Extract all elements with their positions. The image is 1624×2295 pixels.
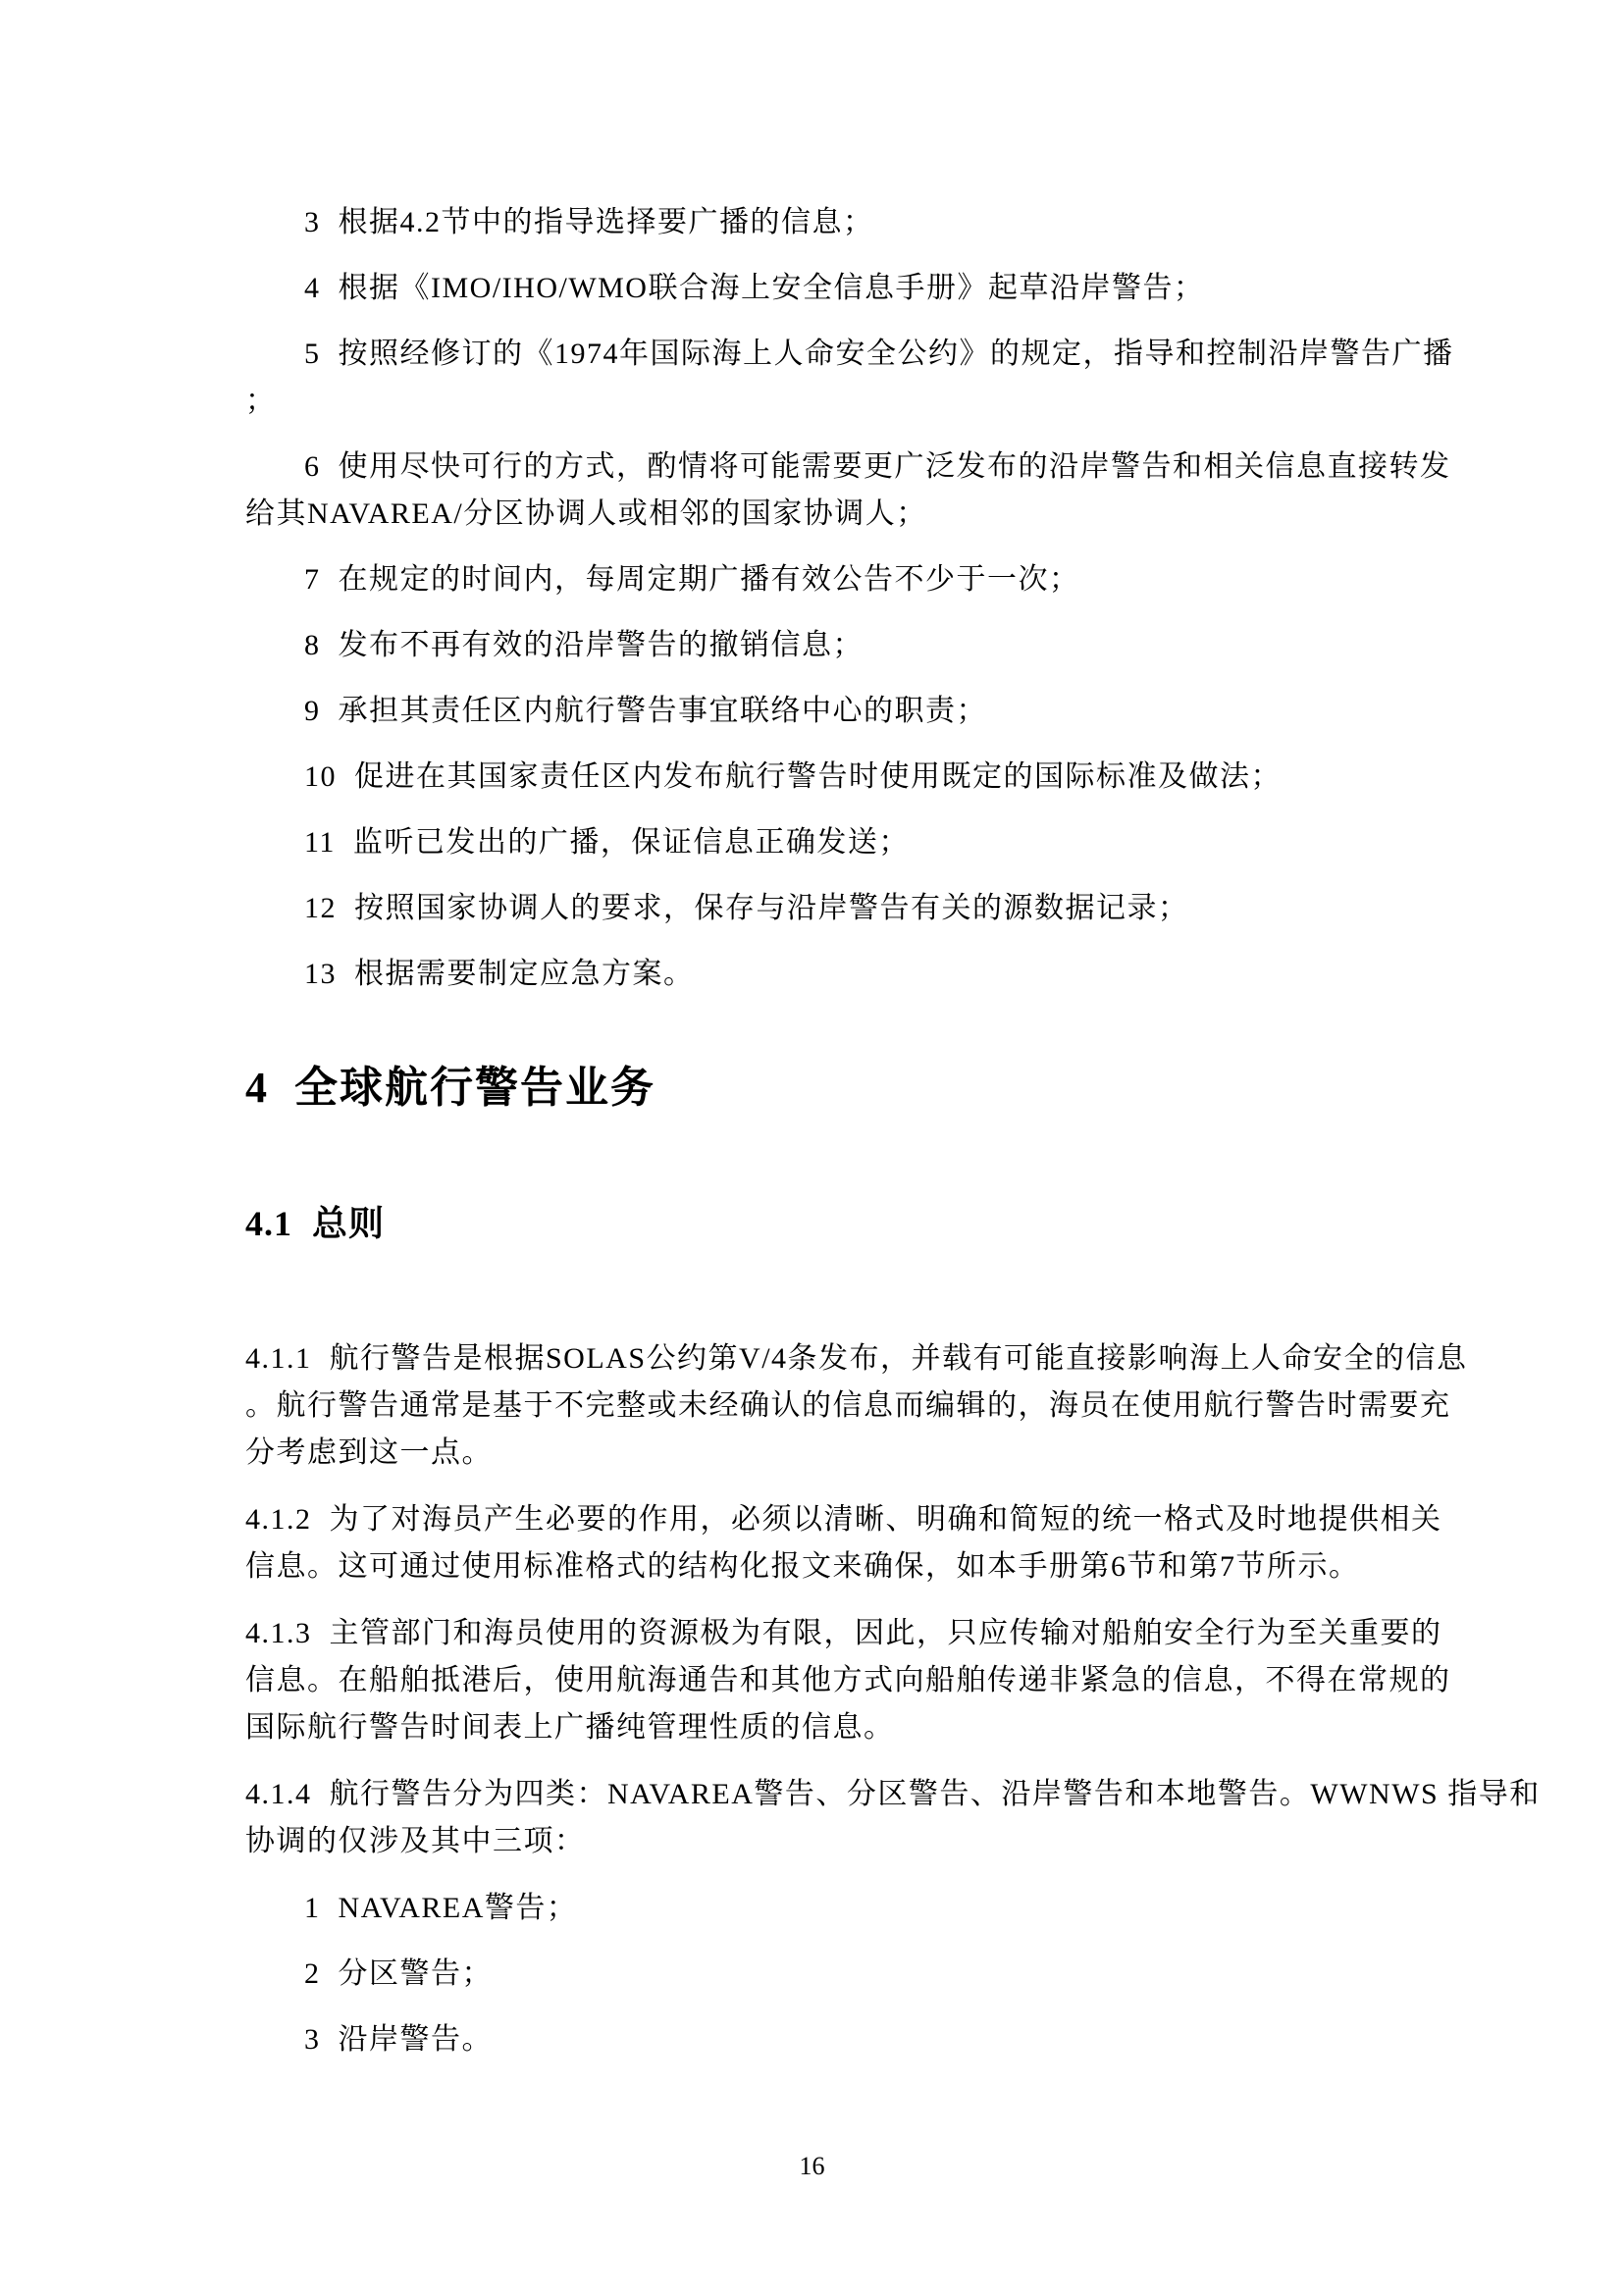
list-item-6-line-1: 6 使用尽快可行的方式，酌情将可能需要更广泛发布的沿岸警告和相关信息直接转发 bbox=[304, 450, 1451, 483]
paragraph-4-1-3 bbox=[245, 1610, 1451, 1751]
list-item-3-line-1: 3 根据4.2节中的指导选择要广播的信息； bbox=[304, 206, 874, 238]
sub-item-2 bbox=[245, 1951, 1384, 1998]
list-item-7 bbox=[245, 556, 1384, 603]
paragraph-4-1-2 bbox=[245, 1496, 1442, 1591]
page-number: 16 bbox=[799, 2152, 825, 2180]
paragraph-4-1-1-line-2: 。航行警告通常是基于不完整或未经确认的信息而编辑的，海员在使用航行警告时需要充 bbox=[245, 1389, 1451, 1422]
document-content bbox=[245, 199, 1541, 2082]
list-item-13 bbox=[245, 951, 1384, 998]
paragraph-4-1-3-line-2: 信息。在船舶抵港后，使用航海通告和其他方式向船舶传递非紧急的信息，不得在常规的 bbox=[245, 1664, 1451, 1696]
sub-item-2-line-1: 2 分区警告； bbox=[304, 1957, 493, 1990]
paragraph-4-1-3-line-3: 国际航行警告时间表上广播纯管理性质的信息。 bbox=[245, 1711, 895, 1744]
list-item-6-line-2: 给其NAVAREA/分区协调人或相邻的国家协调人； bbox=[245, 497, 927, 530]
list-item-8-line-1: 8 发布不再有效的沿岸警告的撤销信息； bbox=[304, 629, 864, 661]
list-item-11 bbox=[245, 819, 1384, 866]
list-item-4-line-1: 4 根据《IMO/IHO/WMO联合海上安全信息手册》起草沿岸警告； bbox=[304, 272, 1205, 304]
list-item-9 bbox=[245, 688, 1384, 735]
paragraph-4-1-4 bbox=[245, 1771, 1541, 1865]
section-heading bbox=[245, 1194, 1384, 1253]
paragraph-4-1-1 bbox=[245, 1335, 1468, 1477]
list-item-13-line-1: 13 根据需要制定应急方案。 bbox=[304, 958, 695, 990]
page-footer bbox=[0, 2143, 1624, 2190]
list-item-8 bbox=[245, 622, 1384, 669]
paragraph-4-1-3-line-1: 4.1.3 主管部门和海员使用的资源极为有限，因此，只应传输对船舶安全行为至关重要的 bbox=[245, 1617, 1442, 1649]
chapter-heading bbox=[245, 1049, 1384, 1127]
paragraph-4-1-1-line-3: 分考虑到这一点。 bbox=[245, 1436, 493, 1469]
list-item-10 bbox=[245, 754, 1384, 801]
list-item-3 bbox=[245, 199, 1384, 246]
section-heading-line-1: 4.1 总则 bbox=[245, 1204, 386, 1243]
list-item-6 bbox=[245, 443, 1451, 538]
paragraph-4-1-1-line-1: 4.1.1 航行警告是根据SOLAS公约第V/4条发布，并载有可能直接影响海上人命安全的信息 bbox=[245, 1342, 1468, 1375]
paragraph-4-1-2-line-2: 信息。这可通过使用标准格式的结构化报文来确保，如本手册第6节和第7节所示。 bbox=[245, 1550, 1360, 1583]
paragraph-4-1-4-line-1: 4.1.4 航行警告分为四类：NAVAREA警告、分区警告、沿岸警告和本地警告。WWNWS 指导和 bbox=[245, 1778, 1541, 1810]
list-item-5-line-1: 5 按照经修订的《1974年国际海上人命安全公约》的规定，指导和控制沿岸警告广播 bbox=[304, 338, 1454, 370]
sub-item-1 bbox=[245, 1885, 1384, 1932]
list-item-5 bbox=[245, 331, 1454, 425]
chapter-heading-line-1: 4 全球航行警告业务 bbox=[245, 1064, 655, 1112]
sub-item-3-line-1: 3 沿岸警告。 bbox=[304, 2023, 493, 2056]
list-item-10-line-1: 10 促进在其国家责任区内发布航行警告时使用既定的国际标准及做法； bbox=[304, 760, 1282, 793]
list-item-12 bbox=[245, 885, 1384, 932]
list-item-12-line-1: 12 按照国家协调人的要求，保存与沿岸警告有关的源数据记录； bbox=[304, 892, 1189, 924]
sub-item-1-line-1: 1 NAVAREA警告； bbox=[304, 1892, 578, 1924]
list-item-7-line-1: 7 在规定的时间内，每周定期广播有效公告不少于一次； bbox=[304, 563, 1080, 596]
list-item-11-line-1: 11 监听已发出的广播，保证信息正确发送； bbox=[304, 826, 910, 859]
list-item-5-line-2: ； bbox=[245, 385, 277, 417]
list-item-9-line-1: 9 承担其责任区内航行警告事宜联络中心的职责； bbox=[304, 695, 987, 727]
list-item-4 bbox=[245, 265, 1384, 312]
paragraph-4-1-2-line-1: 4.1.2 为了对海员产生必要的作用，必须以清晰、明确和简短的统一格式及时地提供相关 bbox=[245, 1503, 1442, 1536]
sub-item-3 bbox=[245, 2016, 1384, 2063]
paragraph-4-1-4-line-2: 协调的仅涉及其中三项： bbox=[245, 1825, 586, 1857]
